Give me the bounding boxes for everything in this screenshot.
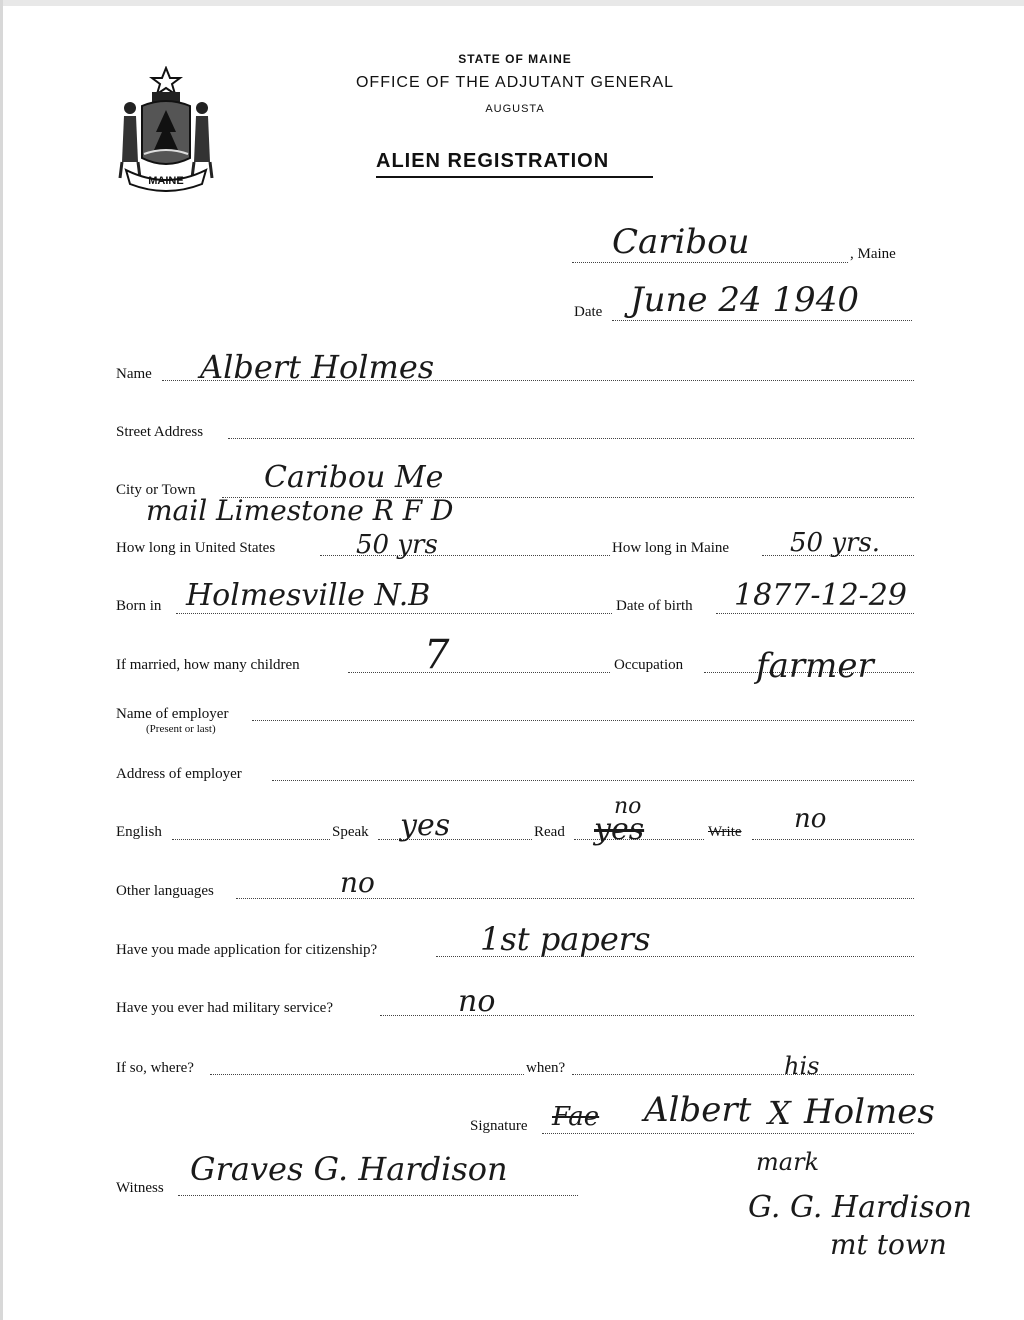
born-in-label: Born in [116,598,162,614]
english-line [172,839,330,840]
read-entry-struck: yes [594,812,645,847]
witness-entry: Graves G. Hardison [190,1150,508,1188]
how-long-us-entry: 50 yrs [356,530,438,560]
name-entry: Albert Holmes [200,348,435,386]
employer-address-label: Address of employer [116,766,242,782]
form-title: ALIEN REGISTRATION [376,150,610,172]
english-label: English [116,824,162,840]
children-line [348,672,610,673]
employer-sublabel: (Present or last) [146,723,216,735]
dob-label: Date of birth [616,598,693,614]
seal-banner-text: MAINE [148,175,184,187]
town-suffix-label: , Maine [850,246,896,262]
signature-mark: X [768,1094,791,1132]
date-label: Date [574,304,603,320]
street-address-label: Street Address [116,424,204,440]
write-label: Write [708,824,742,840]
occupation-entry: farmer [756,646,874,686]
maine-state-seal-icon [112,66,220,192]
name-label: Name [116,366,152,382]
how-long-us-label: How long in United States [116,540,276,556]
witness-line [178,1195,578,1196]
signature-last: Holmes [804,1092,935,1132]
city-label: City or Town [116,482,196,498]
date-line [612,320,912,321]
town-line [572,262,848,263]
title-underline [376,176,653,178]
city-entry: Caribou Me [264,460,444,495]
when-label: when? [526,1060,566,1076]
other-languages-line [236,898,914,899]
children-label: If married, how many children [116,657,300,673]
signature-line [542,1133,914,1134]
where-label: If so, where? [116,1060,194,1076]
read-label: Read [534,824,565,840]
signature-label: Signature [470,1118,528,1134]
employer-label: Name of employer [116,706,229,722]
witness2-entry: G. G. Hardison [748,1190,972,1225]
occupation-label: Occupation [614,657,684,673]
read-entry: no [614,794,642,819]
mark-annotation: mark [756,1148,820,1176]
citizenship-label: Have you made application for citizenship? [116,942,378,958]
military-label: Have you ever had military service? [116,1000,333,1016]
when-line [572,1074,914,1075]
how-long-maine-label: How long in Maine [612,540,730,556]
his-annotation: his [784,1052,820,1080]
children-entry: 7 [424,632,450,678]
other-languages-entry: no [340,866,375,899]
witness2-town: mt town [830,1228,947,1261]
where-line [210,1074,524,1075]
write-line [752,839,914,840]
speak-entry: yes [400,808,451,843]
office-heading: OFFICE OF THE ADJUTANT GENERAL [355,74,675,91]
born-in-entry: Holmesville N.B [186,578,431,613]
scan-edge-left [0,0,3,1320]
date-entry: June 24 1940 [630,280,859,320]
dob-line [716,613,914,614]
state-heading: STATE OF MAINE [458,52,572,66]
other-languages-label: Other languages [116,883,214,899]
employer-address-line [272,780,914,781]
write-entry: no [794,804,827,834]
citizenship-entry: 1st papers [480,920,651,958]
dob-entry: 1877-12-29 [734,578,907,613]
town-entry: Caribou [612,222,750,262]
military-entry: no [458,984,496,1019]
signature-first: Albert [644,1090,752,1130]
scan-edge-top [0,0,1024,6]
employer-line [252,720,914,721]
signature-struck: Fae [552,1102,600,1132]
witness-label: Witness [116,1180,164,1196]
born-in-line [176,613,612,614]
how-long-maine-entry: 50 yrs. [790,528,881,558]
city-heading: AUGUSTA [485,103,545,115]
street-address-line [228,438,914,439]
speak-label: Speak [332,824,369,840]
mail-entry: mail Limestone R F D [146,494,454,527]
